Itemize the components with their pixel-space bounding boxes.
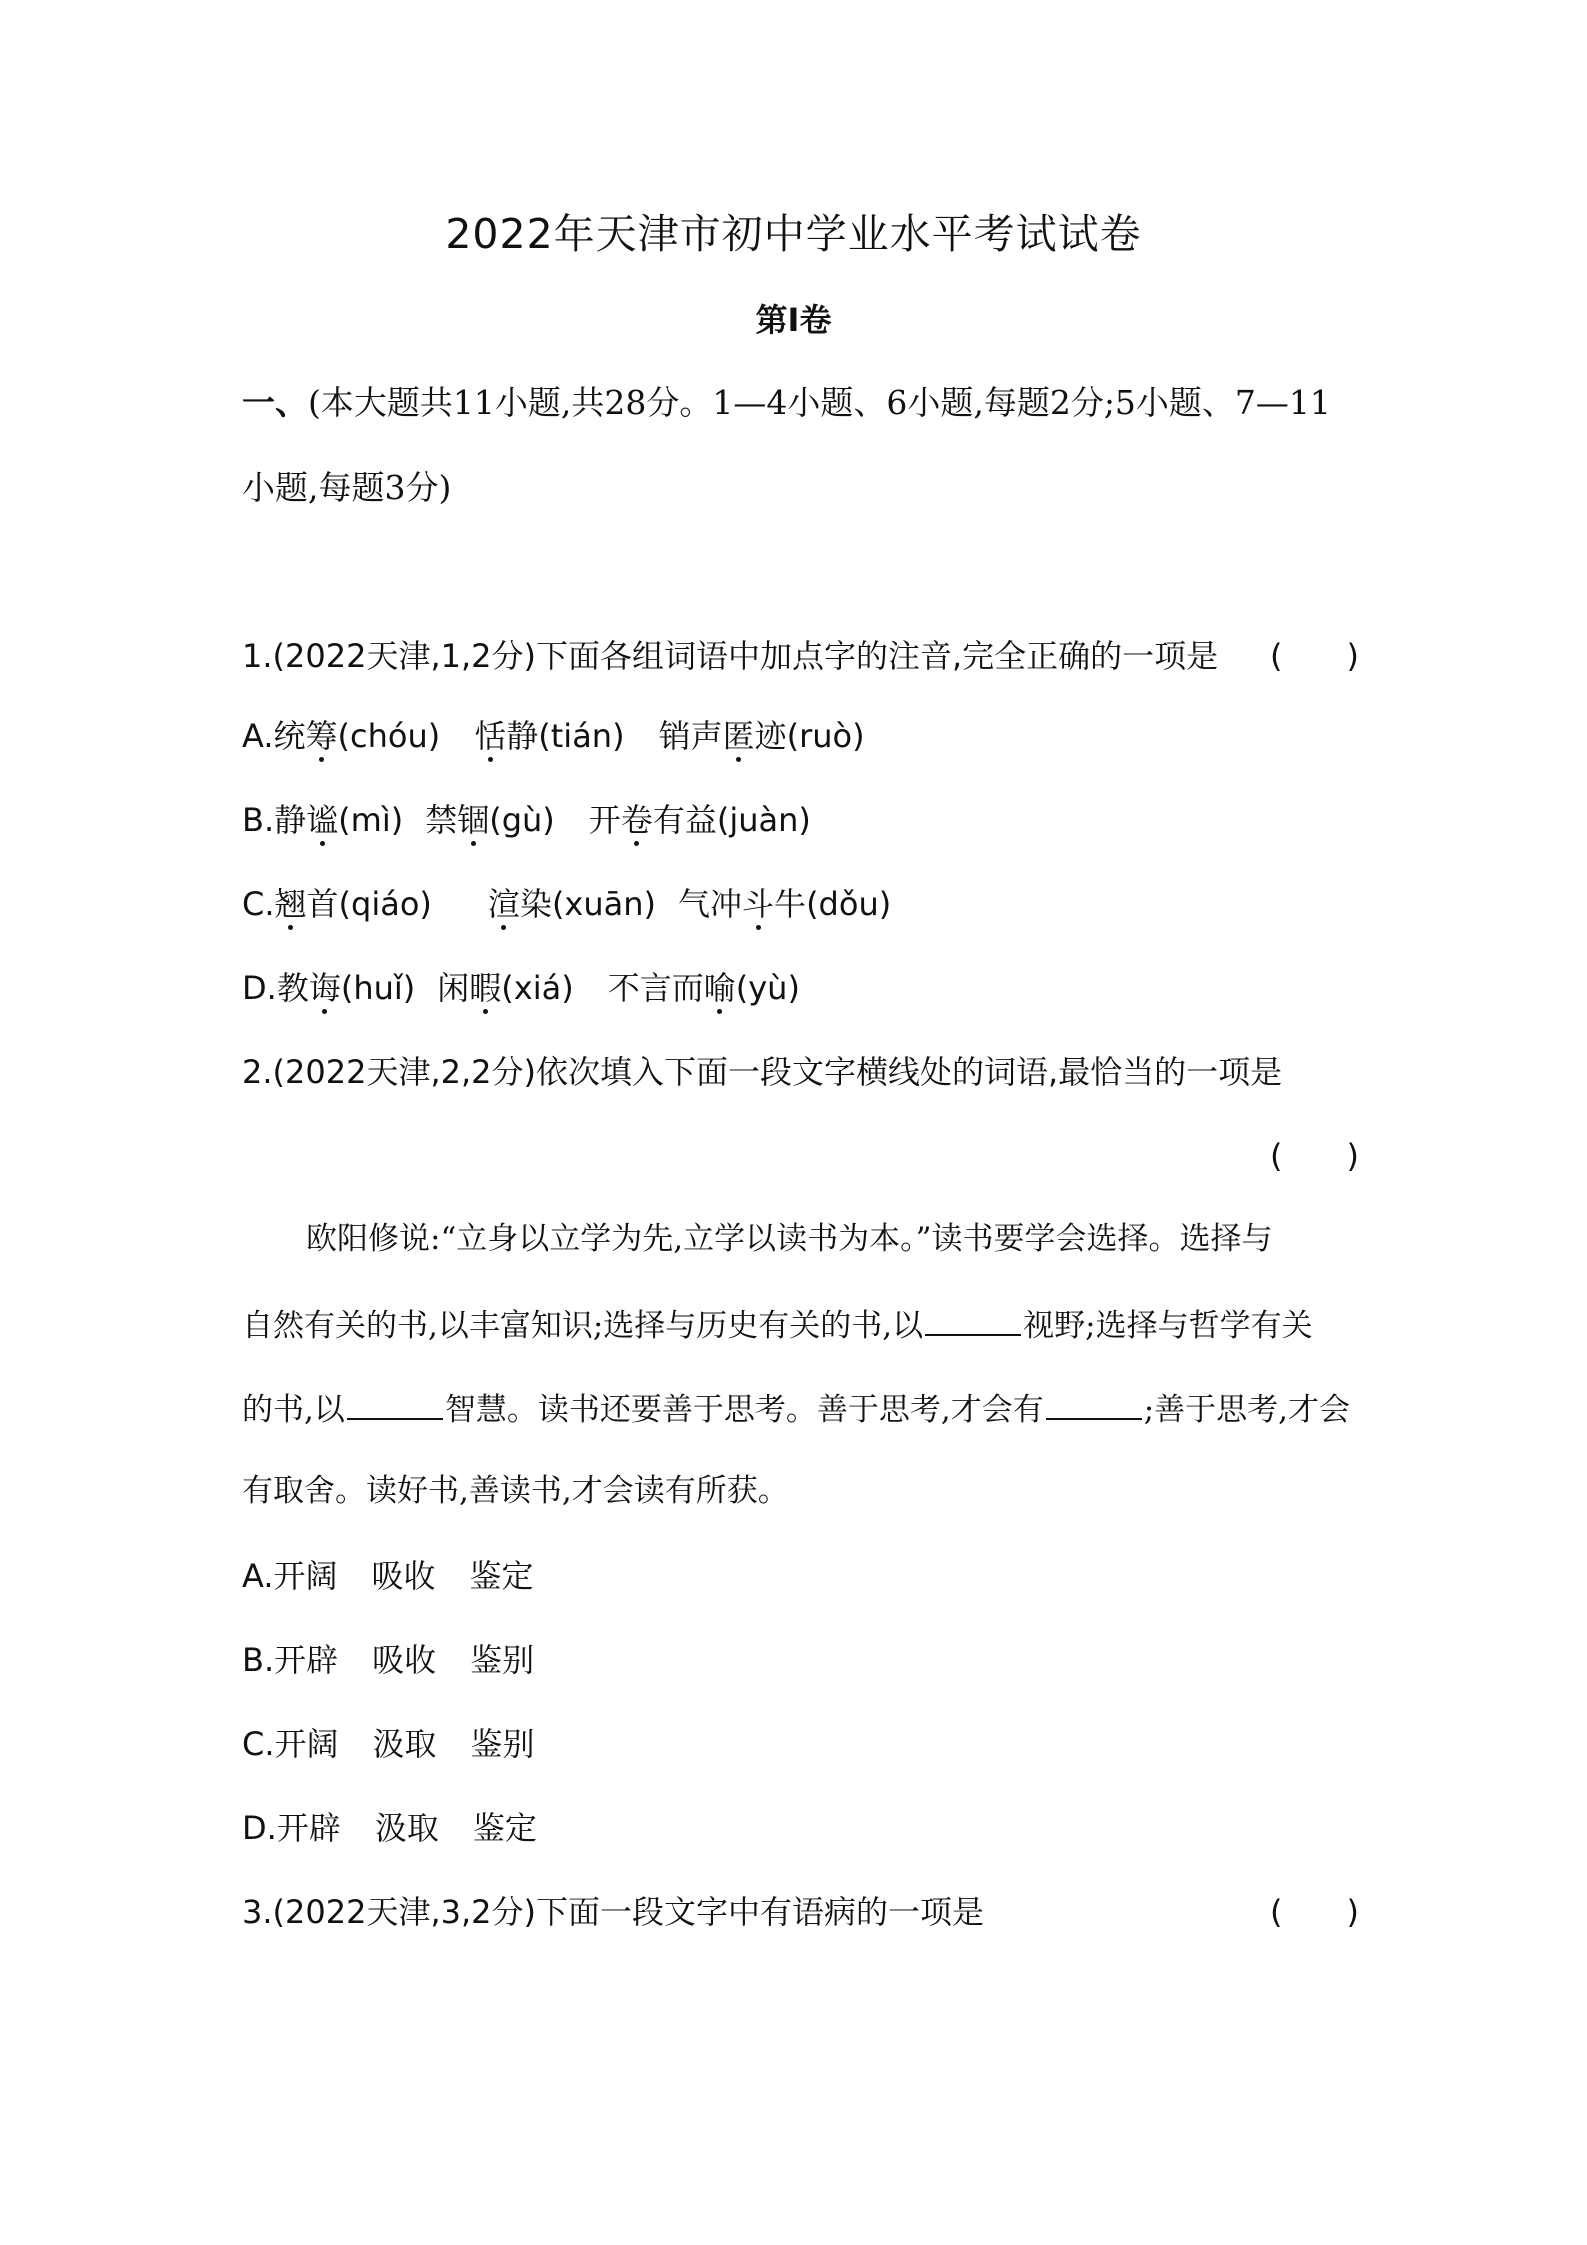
question-1-option-c [242,885,892,923]
dotted-character: 筹 [305,717,338,755]
question-1-answer-bracket: ( ) [1270,637,1359,675]
dotted-character: 卷 [620,801,653,839]
question-1-stem: 1.(2022天津,1,2分)下面各组词语中加点字的注音,完全正确的一项是 [242,637,1219,675]
question-2-passage-line4: 有取舍。读好书,善读书,才会读有所获。 [242,1473,789,1509]
option-label: B. [242,801,275,839]
dotted-character: 匿 [722,717,755,755]
option-label: A. [242,1557,274,1595]
word-text: 统 [273,717,306,755]
fill-blank-2[interactable] [347,1392,443,1420]
option-word: 吸收 [372,1641,437,1679]
question-2-option-a [242,1557,534,1595]
question-2-option-c [242,1725,535,1763]
pinyin: (juàn) [716,801,811,839]
word-text: 静 [506,717,539,755]
pinyin: (xiá) [501,969,574,1007]
dotted-character: 谧 [306,801,339,839]
option-word: 汲取 [374,1809,439,1847]
word-text: 开 [588,801,621,839]
dotted-character: 锢 [457,801,490,839]
option-word: 开辟 [276,1809,341,1847]
option-word: 鉴别 [470,1725,535,1763]
option-word: 吸收 [371,1557,436,1595]
option-word: 鉴定 [469,1557,534,1595]
option-label: C. [242,885,275,923]
passage-text: 的书,以 [242,1392,345,1428]
word-text: 迹 [754,717,787,755]
word-text: 禁 [425,801,458,839]
option-label: B. [242,1641,275,1679]
word-text: 教 [276,969,309,1007]
word-text: 首 [306,885,339,923]
pinyin: (qiáo) [338,885,432,923]
passage-text: 自然有关的书,以丰富知识;选择与历史有关的书,以 [242,1308,924,1344]
word-text: 静 [274,801,307,839]
question-2-option-d [242,1809,537,1847]
section-instructions-line2: 小题,每题3分) [242,468,452,507]
option-label: A. [242,717,274,755]
word-text: 不言而 [607,969,704,1007]
dotted-character: 翘 [274,885,307,923]
passage-text: 智慧。读书还要善于思考。善于思考,才会有 [444,1392,1044,1428]
pinyin: (tián) [538,717,625,755]
option-word: 开阔 [273,1557,338,1595]
pinyin: (huǐ) [340,969,416,1007]
option-word: 开阔 [274,1725,339,1763]
pinyin: (xuān) [551,885,657,923]
word-text: 销声 [658,717,723,755]
pinyin: (gù) [489,801,555,839]
page-title: 2022年天津市初中学业水平考试试卷 [445,210,1142,258]
question-3-answer-bracket: ( ) [1270,1893,1359,1931]
option-word: 开辟 [274,1641,339,1679]
question-2-passage-line2 [242,1308,1313,1342]
pinyin: (mì) [338,801,404,839]
pinyin: (ruò) [786,717,865,755]
passage-text: 视野;选择与哲学有关 [1023,1308,1313,1344]
dotted-character: 诲 [308,969,341,1007]
word-text: 气冲 [678,885,743,923]
word-text: 闲 [437,969,470,1007]
question-2-answer-bracket: ( ) [1270,1137,1359,1175]
question-2-passage-line1: 欧阳修说:“立身以立学为先,立学以读书为本。”读书要学会选择。选择与 [306,1221,1273,1257]
option-label: D. [242,1809,277,1847]
option-word: 汲取 [372,1725,437,1763]
fill-blank-1[interactable] [925,1308,1021,1336]
dotted-character: 暇 [469,969,502,1007]
question-1-option-d [242,969,800,1007]
option-word: 鉴别 [470,1641,535,1679]
question-2-option-b [242,1641,535,1679]
dotted-character: 斗 [742,885,775,923]
question-3-stem: 3.(2022天津,3,2分)下面一段文字中有语病的一项是 [242,1893,985,1931]
section-number: 一、 [242,383,308,422]
dotted-character: 喻 [703,969,736,1007]
option-word: 鉴定 [472,1809,537,1847]
dotted-character: 恬 [474,717,507,755]
question-2-stem: 2.(2022天津,2,2分)依次填入下面一段文字横线处的词语,最恰当的一项是 [242,1053,1283,1091]
dotted-character: 渲 [487,885,520,923]
pinyin: (yù) [735,969,800,1007]
volume-heading: 第Ⅰ卷 [755,301,832,339]
section-heading [242,383,1331,422]
pinyin: (dǒu) [806,885,892,923]
option-label: D. [242,969,277,1007]
section-instructions-line1: (本大题共11小题,共28分。1—4小题、6小题,每题2分;5小题、7—11 [308,383,1331,422]
pinyin: (chóu) [337,717,441,755]
option-label: C. [242,1725,275,1763]
question-1-option-a [242,717,865,755]
passage-text: ;善于思考,才会 [1143,1392,1351,1428]
fill-blank-3[interactable] [1046,1392,1142,1420]
question-2-passage-line3 [242,1392,1350,1426]
word-text: 牛 [774,885,807,923]
question-1-option-b [242,801,811,839]
word-text: 有益 [652,801,717,839]
word-text: 染 [519,885,552,923]
